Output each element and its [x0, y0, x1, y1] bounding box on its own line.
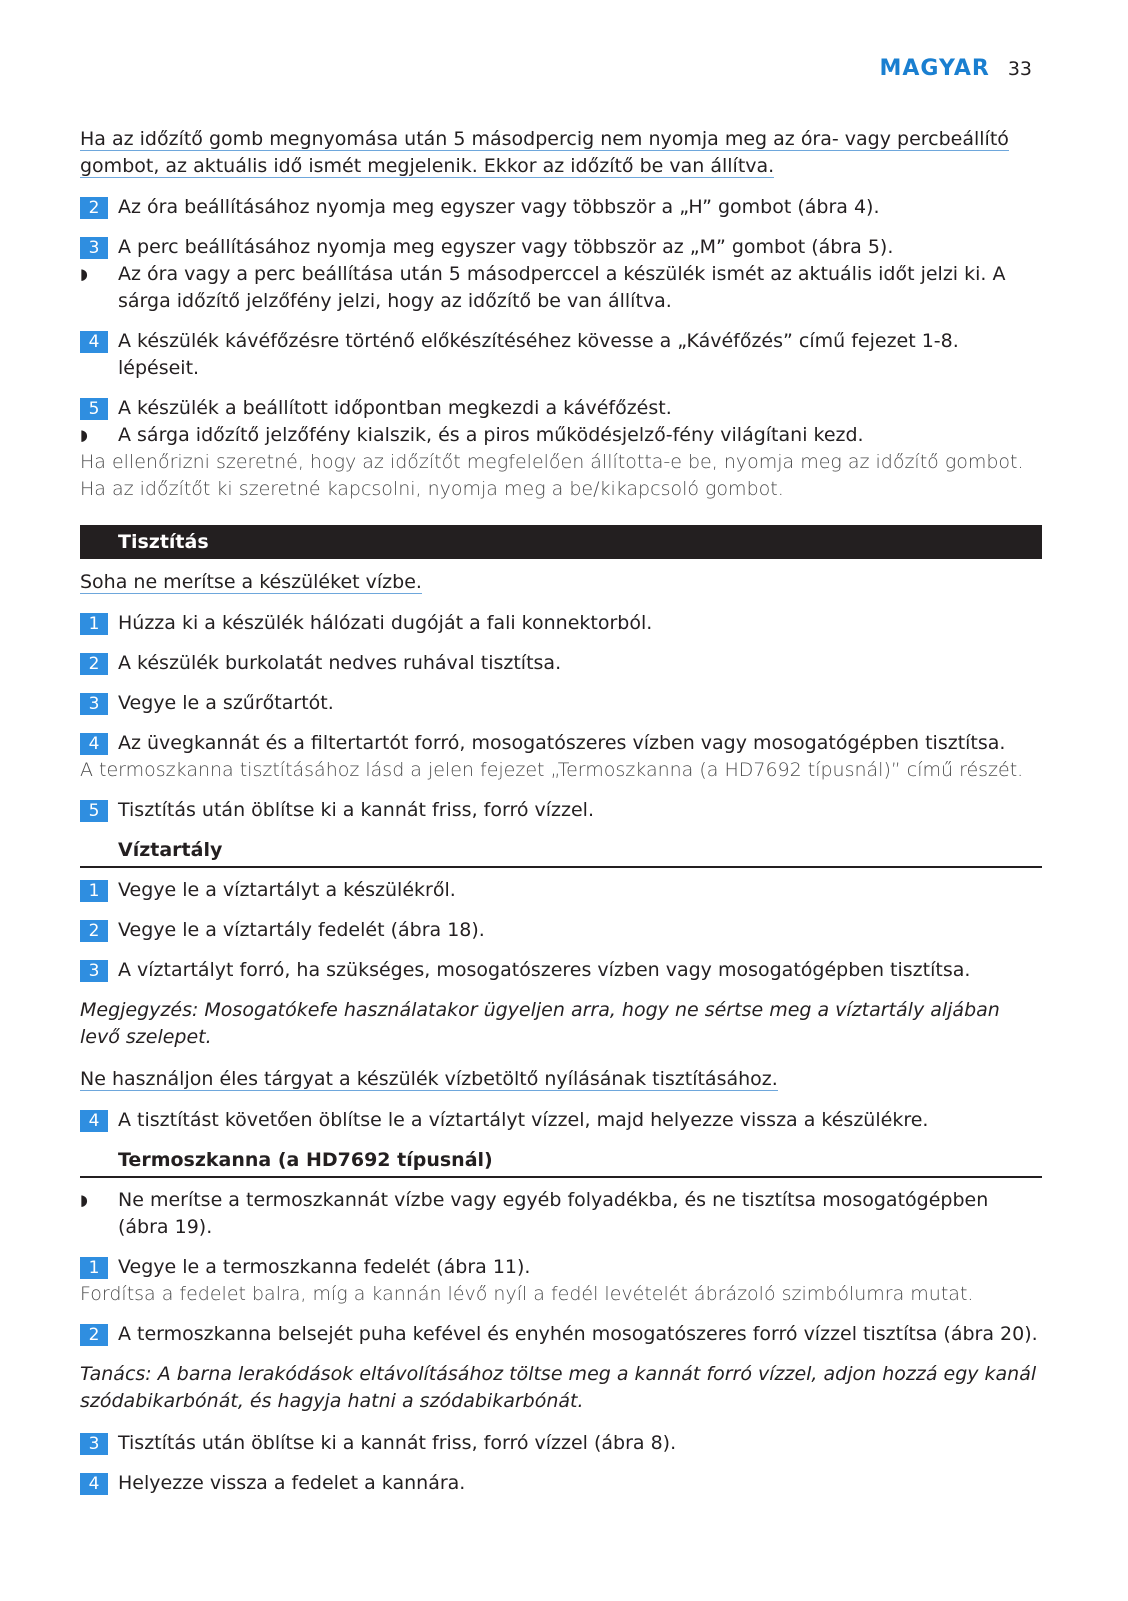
- thermos-bullet: [80, 1187, 1042, 1241]
- step-text: Vegye le a víztartályt a készülékről.: [118, 879, 456, 901]
- step-text: Vegye le a termoszkanna fedelét (ábra 11).: [118, 1256, 531, 1278]
- timer-info: [80, 449, 1042, 503]
- step-number: 4: [80, 331, 108, 353]
- bullet-text: Ne merítse a termoszkannát vízbe vagy egyéb folyadékba, és ne tisztítsa mosogatógépben (ábra 19).: [118, 1189, 989, 1238]
- water-tank-step-2: [80, 917, 1042, 944]
- timer-bullet-1: [80, 261, 1042, 315]
- timer-step-2: [80, 194, 1042, 221]
- step-number: 4: [80, 733, 108, 755]
- section-heading-cleaning: Tisztítás: [80, 525, 1042, 559]
- step-text: Húzza ki a készülék hálózati dugóját a fali konnektorból.: [118, 612, 653, 634]
- timer-info-off: Ha az időzítőt ki szeretné kapcsolni, nyomja meg a be/kikapcsoló gombot.: [80, 478, 784, 500]
- timer-step-4: [80, 328, 1042, 382]
- step-number: 1: [80, 880, 108, 902]
- step-number: 3: [80, 1433, 108, 1455]
- step-number: 4: [80, 1110, 108, 1132]
- cleaning-step-1: [80, 610, 1042, 637]
- step-number: 2: [80, 197, 108, 219]
- step-text: Vegye le a víztartály fedelét (ábra 18).: [118, 919, 485, 941]
- thermos-step-1: [80, 1254, 1042, 1281]
- thermos-step-3: [80, 1430, 1042, 1457]
- step-text: Tisztítás után öblítse ki a kannát friss, forró vízzel (ábra 8).: [118, 1432, 677, 1454]
- step-number: 3: [80, 237, 108, 259]
- step-number: 4: [80, 1473, 108, 1495]
- step-text: Tisztítás után öblítse ki a kannát friss, forró vízzel.: [118, 799, 594, 821]
- water-tank-step-4: [80, 1107, 1042, 1134]
- timer-warning: Ha az időzítő gomb megnyomása után 5 másodpercig nem nyomja meg az óra- vagy percbeállító gombot, az aktuális idő ismét megjelenik. Ekkor az időzítő be van állítva.: [80, 128, 1009, 177]
- timer-step-5: [80, 395, 1042, 422]
- step-text: A tisztítást követően öblítse le a víztartályt vízzel, majd helyezze vissza a készülékre.: [118, 1109, 929, 1131]
- cleaning-step-4: [80, 730, 1042, 757]
- step-text: Az üvegkannát és a filtertartót forró, mosogatószeres vízben vagy mosogatógépben tisztítsa.: [118, 732, 1006, 754]
- step-text: Az óra beállításához nyomja meg egyszer vagy többször a „H” gombot (ábra 4).: [118, 196, 880, 218]
- bullet-icon: ◗: [80, 426, 88, 444]
- thermos-step-2: [80, 1321, 1042, 1348]
- step-text: Helyezze vissza a fedelet a kannára.: [118, 1472, 466, 1494]
- bullet-text: A sárga időzítő jelzőfény kialszik, és a piros működésjelző-fény világítani kezd.: [118, 424, 864, 446]
- water-tank-note: Megjegyzés: Mosogatókefe használatakor ügyeljen arra, hogy ne sértse meg a víztartály aljában levő szelepet.: [80, 999, 1000, 1048]
- thermos-step-4: [80, 1470, 1042, 1497]
- cleaning-step-5: [80, 797, 1042, 824]
- step-text: Vegye le a szűrőtartót.: [118, 692, 334, 714]
- page-number: 33: [1007, 58, 1032, 80]
- page-content: [80, 126, 1042, 1510]
- cleaning-warning-block: [80, 569, 1042, 596]
- thermos-tip: Tanács: A barna lerakódások eltávolításához töltse meg a kannát forró vízzel, adjon hozzá egy kanál szódabikarbónát, és hagyja hatni a szódabikarbónát.: [80, 1363, 1037, 1412]
- step-number: 5: [80, 398, 108, 420]
- water-tank-step-1: [80, 877, 1042, 904]
- cleaning-info: A termoszkanna tisztításához lásd a jelen fejezet „Termoszkanna (a HD7692 típusnál)” című részét.: [80, 759, 1024, 781]
- step-number: 1: [80, 613, 108, 635]
- page-header: [880, 56, 1032, 81]
- step-number: 3: [80, 960, 108, 982]
- step-number: 1: [80, 1257, 108, 1279]
- step-number: 2: [80, 920, 108, 942]
- step-text: A perc beállításához nyomja meg egyszer vagy többször az „M” gombot (ábra 5).: [118, 236, 894, 258]
- step-text: A termoszkanna belsejét puha kefével és enyhén mosogatószeres forró vízzel tisztítsa (ábra 20).: [118, 1323, 1038, 1345]
- step-text: A készülék a beállított időpontban megkezdi a kávéfőzést.: [118, 397, 672, 419]
- timer-warning-block: [80, 126, 1042, 180]
- bullet-icon: ◗: [80, 1191, 88, 1209]
- subheading-water-tank: Víztartály: [80, 837, 1042, 868]
- water-tank-warning-block: [80, 1066, 1042, 1093]
- cleaning-step-3: [80, 690, 1042, 717]
- step-number: 2: [80, 1324, 108, 1346]
- thermos-info: Fordítsa a fedelet balra, míg a kannán lévő nyíl a fedél levételét ábrázoló szimbólumra mutat.: [80, 1283, 974, 1305]
- step-text: A készülék kávéfőzésre történő előkészítéséhez kövesse a „Kávéfőzés” című fejezet 1-8. lépéseit.: [118, 330, 959, 379]
- step-number: 3: [80, 693, 108, 715]
- cleaning-warning: Soha ne merítse a készüléket vízbe.: [80, 571, 422, 593]
- subheading-thermos: Termoszkanna (a HD7692 típusnál): [80, 1147, 1042, 1178]
- timer-step-3: [80, 234, 1042, 261]
- language-label: MAGYAR: [879, 56, 990, 81]
- bullet-icon: ◗: [80, 265, 88, 283]
- timer-bullet-2: [80, 422, 1042, 449]
- water-tank-step-3: [80, 957, 1042, 984]
- step-number: 2: [80, 653, 108, 675]
- timer-info-check: Ha ellenőrizni szeretné, hogy az időzítőt megfelelően állította-e be, nyomja meg az időzítő gombot.: [80, 451, 1024, 473]
- cleaning-step-2: [80, 650, 1042, 677]
- step-text: A víztartályt forró, ha szükséges, mosogatószeres vízben vagy mosogatógépben tisztítsa.: [118, 959, 971, 981]
- water-tank-warning: Ne használjon éles tárgyat a készülék vízbetöltő nyílásának tisztításához.: [80, 1068, 778, 1090]
- step-number: 5: [80, 800, 108, 822]
- step-text: A készülék burkolatát nedves ruhával tisztítsa.: [118, 652, 562, 674]
- bullet-text: Az óra vagy a perc beállítása után 5 másodperccel a készülék ismét az aktuális időt jelzi ki. A sárga időzítő jelzőfény jelzi, hogy az időzítő be van állítva.: [118, 263, 1006, 312]
